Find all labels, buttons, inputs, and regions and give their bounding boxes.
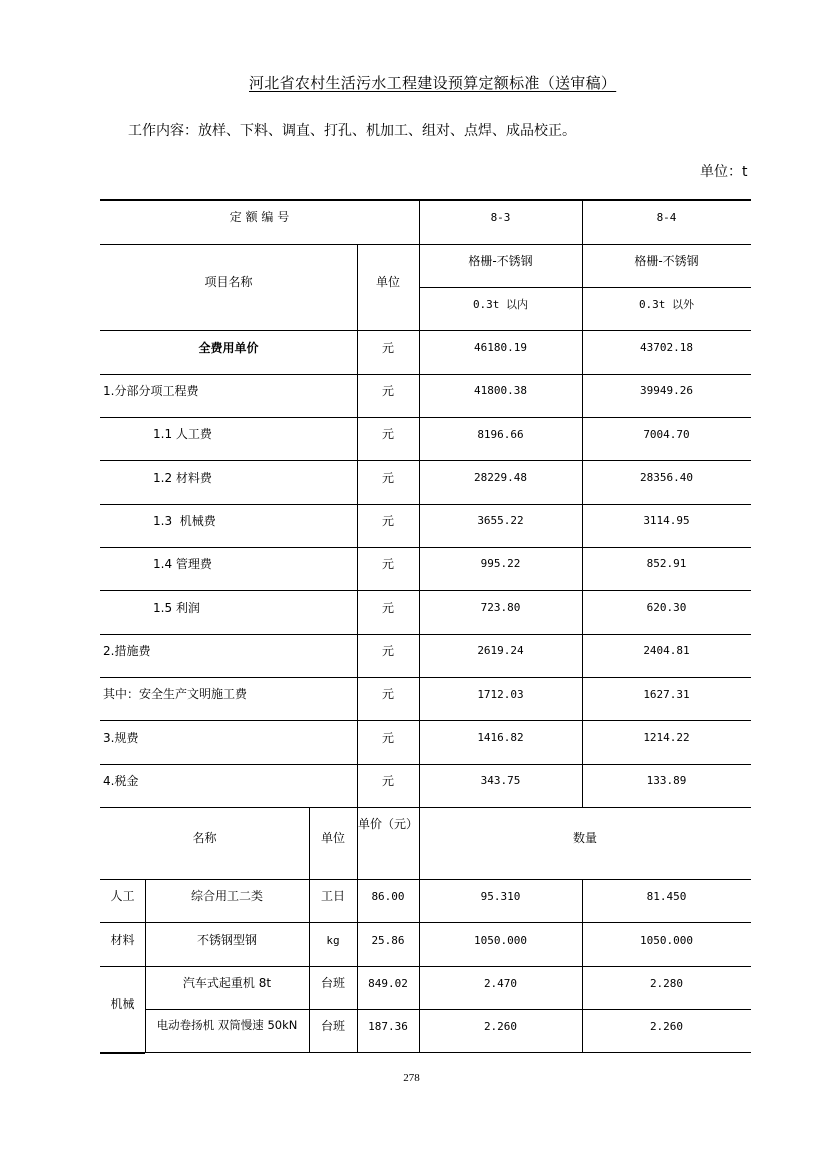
resource-price: 25.86: [371, 934, 405, 947]
cost-row-value: 3114.95: [643, 514, 690, 527]
resource-category: 材料: [110, 933, 135, 947]
cost-row-label: 其中：安全生产文明施工费: [103, 687, 248, 701]
divider: [100, 677, 751, 678]
resource-name-header: 名称: [192, 831, 217, 845]
resource-price-header: 单价（元）: [357, 817, 418, 831]
cost-row-unit: 元: [381, 384, 394, 398]
column-code: 8-4: [656, 211, 677, 224]
resource-quantity: 2.260: [649, 1020, 684, 1033]
divider: [100, 590, 751, 591]
cost-row-label: 全费用单价: [198, 341, 259, 355]
divider: [419, 287, 751, 288]
divider: [100, 879, 751, 880]
cost-row-value: 2404.81: [643, 644, 690, 657]
cost-row-label: 1.3 机械费: [153, 514, 216, 528]
column-name: 格栅-不锈钢: [468, 254, 533, 268]
column-name: 格栅-不锈钢: [634, 254, 699, 268]
cost-row-value: 1214.22: [643, 731, 690, 744]
cost-row-value: 43702.18: [640, 341, 693, 354]
resource-category: 机械: [110, 996, 135, 1011]
resource-name: 汽车式起重机 8t: [182, 976, 272, 990]
cost-row-unit: 元: [381, 644, 394, 658]
work-content: 工作内容：放样、下料、调直、打孔、机加工、组对、点焊、成品校正。: [128, 123, 576, 139]
cost-row-label: 1.2 材料费: [153, 471, 212, 485]
cost-row-unit: 元: [381, 514, 394, 528]
divider: [100, 460, 751, 461]
divider: [100, 764, 751, 765]
cost-row-value: 41800.38: [474, 384, 527, 397]
cost-row-value: 2619.24: [477, 644, 524, 657]
column-code: 8-3: [490, 211, 511, 224]
column-spec: 0.3t 以内: [472, 298, 529, 311]
resource-name: 电动卷扬机 双筒慢速 50kN: [156, 1018, 298, 1032]
resource-quantity-header: 数量: [572, 831, 597, 845]
cost-row-unit: 元: [381, 427, 394, 441]
quota-code-label: 定 额 编 号: [229, 210, 290, 224]
resource-name: 综合用工二类: [190, 889, 263, 903]
page-number: 278: [403, 1072, 420, 1084]
cost-row-unit: 元: [381, 731, 394, 745]
resource-name: 不锈钢型钢: [196, 933, 257, 947]
column-spec: 0.3t 以外: [638, 298, 695, 311]
resource-quantity: 2.260: [483, 1020, 518, 1033]
cost-row-value: 995.22: [480, 557, 521, 570]
column-divider: [419, 200, 420, 1052]
cost-row-unit: 元: [381, 341, 394, 355]
resource-price: 849.02: [368, 977, 408, 990]
resource-quantity: 95.310: [480, 890, 521, 903]
divider: [145, 1009, 751, 1010]
item-name-label: 项目名称: [204, 275, 253, 289]
divider: [100, 330, 751, 331]
resource-unit-header: 单位: [320, 831, 345, 845]
cost-row-label: 1.5 利润: [153, 601, 200, 615]
cost-row-unit: 元: [381, 774, 394, 788]
divider: [100, 922, 751, 923]
cost-row-value: 7004.70: [643, 428, 690, 441]
resource-quantity: 2.470: [483, 977, 518, 990]
divider: [100, 547, 751, 548]
divider: [100, 504, 751, 505]
cost-row-value: 852.91: [646, 557, 687, 570]
cost-row-value: 133.89: [646, 774, 687, 787]
divider: [100, 807, 751, 808]
resource-quantity: 1050.000: [474, 934, 527, 947]
cost-row-value: 28229.48: [474, 471, 527, 484]
divider: [100, 244, 751, 245]
resource-quantity: 2.280: [649, 977, 684, 990]
cost-row-value: 1712.03: [477, 688, 524, 701]
unit-header: 单位: [375, 275, 400, 289]
table-top-border: [100, 199, 751, 201]
cost-row-value: 620.30: [646, 601, 687, 614]
resource-unit: 工日: [320, 889, 345, 903]
unit-label: 单位：t: [700, 164, 748, 180]
divider: [100, 634, 751, 635]
cost-row-label: 2.措施费: [103, 644, 151, 658]
cost-row-value: 8196.66: [477, 428, 524, 441]
resource-unit: kg: [326, 934, 340, 947]
cost-row-value: 28356.40: [640, 471, 693, 484]
cost-row-value: 343.75: [480, 774, 521, 787]
resource-price: 86.00: [371, 890, 405, 903]
divider: [100, 966, 751, 967]
cost-row-label: 4.税金: [103, 774, 139, 788]
document-title: 河北省农村生活污水工程建设预算定额标准（送审稿）: [249, 74, 617, 92]
resource-quantity: 81.450: [646, 890, 687, 903]
resource-price: 187.36: [368, 1020, 408, 1033]
cost-row-unit: 元: [381, 471, 394, 485]
cost-row-value: 46180.19: [474, 341, 527, 354]
table-bottom-border: [100, 1052, 145, 1054]
resource-unit: 台班: [320, 1019, 345, 1033]
cost-row-value: 1627.31: [643, 688, 690, 701]
divider: [145, 1052, 751, 1053]
cost-row-value: 1416.82: [477, 731, 524, 744]
cost-row-value: 723.80: [480, 601, 521, 614]
divider: [100, 417, 751, 418]
cost-row-unit: 元: [381, 557, 394, 571]
cost-row-label: 1.分部分项工程费: [103, 384, 199, 398]
cost-row-value: 3655.22: [477, 514, 524, 527]
divider: [100, 720, 751, 721]
column-divider: [582, 200, 583, 807]
resource-category: 人工: [110, 889, 135, 903]
resource-quantity: 1050.000: [640, 934, 693, 947]
cost-row-unit: 元: [381, 687, 394, 701]
cost-row-label: 1.4 管理费: [153, 557, 212, 571]
cost-row-value: 39949.26: [640, 384, 693, 397]
divider: [100, 374, 751, 375]
cost-row-unit: 元: [381, 601, 394, 615]
resource-unit: 台班: [320, 976, 345, 990]
cost-row-label: 1.1 人工费: [153, 427, 212, 441]
cost-row-label: 3.规费: [103, 731, 139, 745]
